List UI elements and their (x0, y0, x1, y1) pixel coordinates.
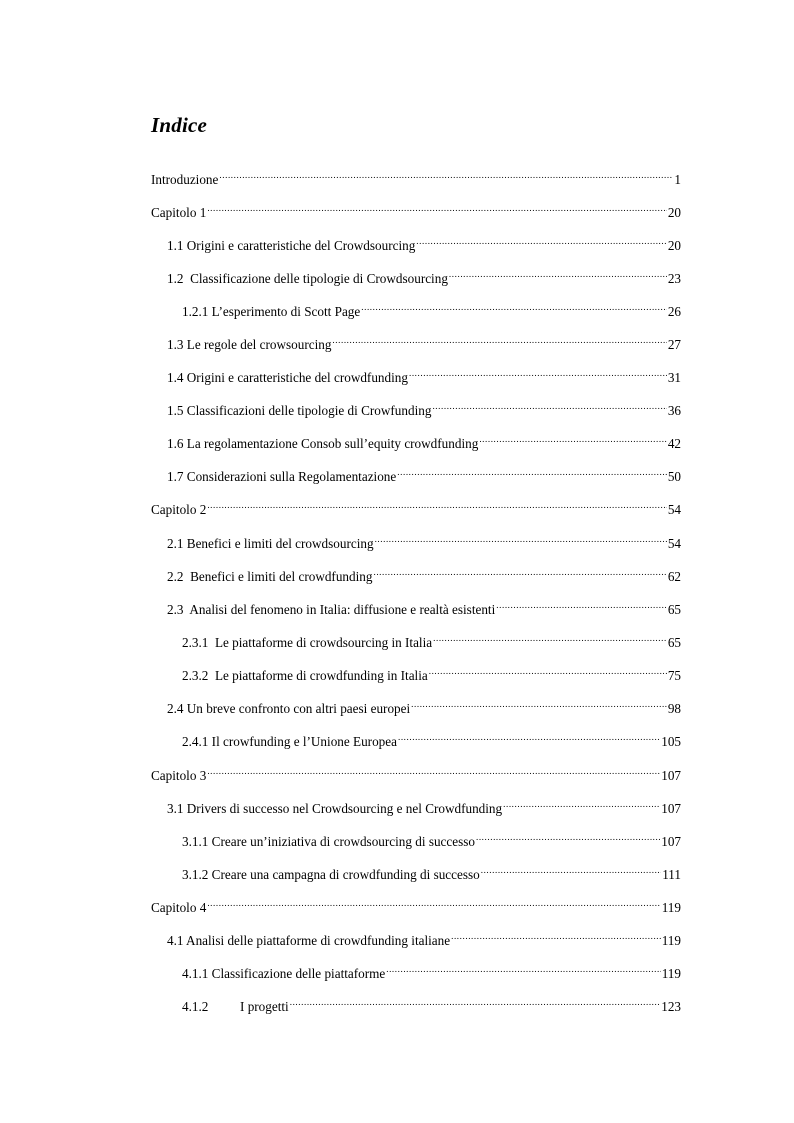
toc-entry-page: 1 (674, 172, 681, 187)
toc-entry-label: 1.5 Classificazioni delle tipologie di Crowfunding (167, 403, 432, 418)
toc-entry[interactable] (182, 296, 681, 319)
toc-entry[interactable] (167, 263, 681, 286)
toc-entry-label: 1.4 Origini e caratteristiche del crowdfunding (167, 370, 408, 385)
toc-entry-label: 1.1 Origini e caratteristiche del Crowdsourcing (167, 238, 416, 253)
toc-entry-label (182, 997, 289, 1017)
toc-entry-label: 2.4 Un breve confronto con altri paesi europei (167, 701, 411, 716)
toc-entry-page: 23 (667, 271, 681, 286)
toc-entry[interactable] (182, 991, 681, 1014)
toc-entry[interactable] (182, 660, 681, 683)
toc-dot-leader (411, 693, 667, 713)
toc-dot-leader (416, 230, 667, 250)
toc-entry[interactable] (182, 627, 681, 650)
toc-dot-leader (219, 164, 673, 184)
toc-dot-leader (207, 892, 660, 912)
toc-entry-label: Capitolo 4 (151, 900, 207, 915)
toc-dot-leader (433, 627, 667, 647)
toc-entry-page: 20 (667, 205, 681, 220)
toc-dot-leader (481, 859, 661, 879)
toc-entry[interactable] (167, 362, 681, 385)
toc-entry-page: 123 (661, 999, 681, 1014)
toc-entry-label: 1.2 Classificazione delle tipologie di Crowdsourcing (167, 271, 448, 286)
toc-dot-leader (432, 395, 666, 415)
toc-entry[interactable] (151, 164, 681, 187)
toc-entry-page: 107 (661, 768, 681, 783)
toc-entry[interactable] (167, 461, 681, 484)
toc-entry[interactable] (151, 197, 681, 220)
toc-entry[interactable] (167, 329, 681, 352)
toc-entry-label: 2.3 Analisi del fenomeno in Italia: diffusione e realtà esistenti (167, 602, 496, 617)
toc-entry-page: 26 (667, 304, 681, 319)
toc-entry-label: 3.1.1 Creare un’iniziativa di crowdsourcing di successo (182, 834, 475, 849)
toc-entry-label: 4.1.1 Classificazione delle piattaforme (182, 966, 386, 981)
toc-entry[interactable] (167, 793, 681, 816)
toc-dot-leader (207, 760, 660, 780)
toc-dot-leader (476, 826, 660, 846)
toc-entry[interactable] (151, 494, 681, 517)
toc-entry[interactable] (182, 826, 681, 849)
toc-entry[interactable] (167, 230, 681, 253)
toc-entry-page: 119 (661, 900, 681, 915)
toc-entry[interactable] (167, 428, 681, 451)
toc-entry[interactable] (151, 892, 681, 915)
toc-dot-leader (373, 561, 666, 581)
toc-entry-page: 107 (661, 834, 681, 849)
toc-entry[interactable] (167, 561, 681, 584)
toc-entry-page: 36 (667, 403, 681, 418)
toc-dot-leader (207, 197, 666, 217)
toc-entry-page: 54 (667, 502, 681, 517)
toc-entry-page: 62 (667, 569, 681, 584)
toc-entry-page: 27 (667, 337, 681, 352)
toc-entry-label: 2.3.2 Le piattaforme di crowdfunding in Italia (182, 668, 428, 683)
toc-entry-page: 20 (667, 238, 681, 253)
toc-entry[interactable] (182, 726, 681, 749)
toc-entry[interactable] (151, 760, 681, 783)
toc-entry-page: 119 (661, 966, 681, 981)
toc-entry-label: 2.2 Benefici e limiti del crowdfunding (167, 569, 373, 584)
toc-entry-page: 75 (667, 668, 681, 683)
toc-entry[interactable] (167, 693, 681, 716)
toc-entry-page: 107 (661, 801, 681, 816)
toc-entry[interactable] (182, 958, 681, 981)
toc-dot-leader (409, 362, 667, 382)
toc-dot-leader (449, 263, 667, 283)
toc-entry-page: 50 (667, 469, 681, 484)
toc-entry[interactable] (167, 925, 681, 948)
toc-dot-leader (451, 925, 661, 945)
toc-entry-title: I progetti (240, 999, 289, 1014)
toc-dot-leader (398, 726, 660, 746)
toc-dot-leader (290, 991, 661, 1011)
toc-entry-label: 4.1 Analisi delle piattaforme di crowdfunding italiane (167, 933, 451, 948)
toc-entry-page: 54 (667, 536, 681, 551)
toc-entry-page: 65 (667, 635, 681, 650)
toc-entry-label: Capitolo 1 (151, 205, 207, 220)
toc-entry-label: 1.6 La regolamentazione Consob sull’equity crowdfunding (167, 436, 479, 451)
toc-dot-leader (361, 296, 667, 316)
toc-entry-label: Capitolo 3 (151, 768, 207, 783)
toc-dot-leader (429, 660, 667, 680)
toc-entry-page: 42 (667, 436, 681, 451)
toc-dot-leader (496, 594, 667, 614)
toc-entry-page: 111 (662, 867, 681, 882)
toc-entry[interactable] (167, 594, 681, 617)
toc-entry-page: 98 (667, 701, 681, 716)
toc-entry-label: 2.3.1 Le piattaforme di crowdsourcing in Italia (182, 635, 433, 650)
toc-dot-leader (397, 461, 667, 481)
toc-entry-label: 3.1.2 Creare una campagna di crowdfunding di successo (182, 867, 480, 882)
toc-entry[interactable] (167, 528, 681, 551)
toc-dot-leader (479, 428, 667, 448)
toc-dot-leader (503, 793, 660, 813)
toc-entry-page: 105 (661, 734, 681, 749)
toc-entry-page: 31 (667, 370, 681, 385)
toc-dot-leader (375, 528, 667, 548)
toc-dot-leader (207, 494, 666, 514)
toc-entry-label: 1.2.1 L’esperimento di Scott Page (182, 304, 361, 319)
page-title: Indice (151, 113, 208, 137)
toc-entry-page: 119 (661, 933, 681, 948)
toc-dot-leader (386, 958, 660, 978)
toc-entry-label: 3.1 Drivers di successo nel Crowdsourcing e nel Crowdfunding (167, 801, 503, 816)
toc-dot-leader (332, 329, 666, 349)
toc-entry-label: Introduzione (151, 172, 219, 187)
toc-entry-number: 4.1.2 (182, 999, 209, 1014)
toc-entry-page: 65 (667, 602, 681, 617)
toc-entry-label: 2.1 Benefici e limiti del crowdsourcing (167, 536, 374, 551)
toc-entry-label: 1.3 Le regole del crowsourcing (167, 337, 332, 352)
toc-entry[interactable] (182, 859, 681, 882)
toc-entry[interactable] (167, 395, 681, 418)
toc-entry-label: 1.7 Considerazioni sulla Regolamentazione (167, 469, 397, 484)
toc-entry-label: 2.4.1 Il crowfunding e l’Unione Europea (182, 734, 397, 749)
toc-entry-label: Capitolo 2 (151, 502, 207, 517)
